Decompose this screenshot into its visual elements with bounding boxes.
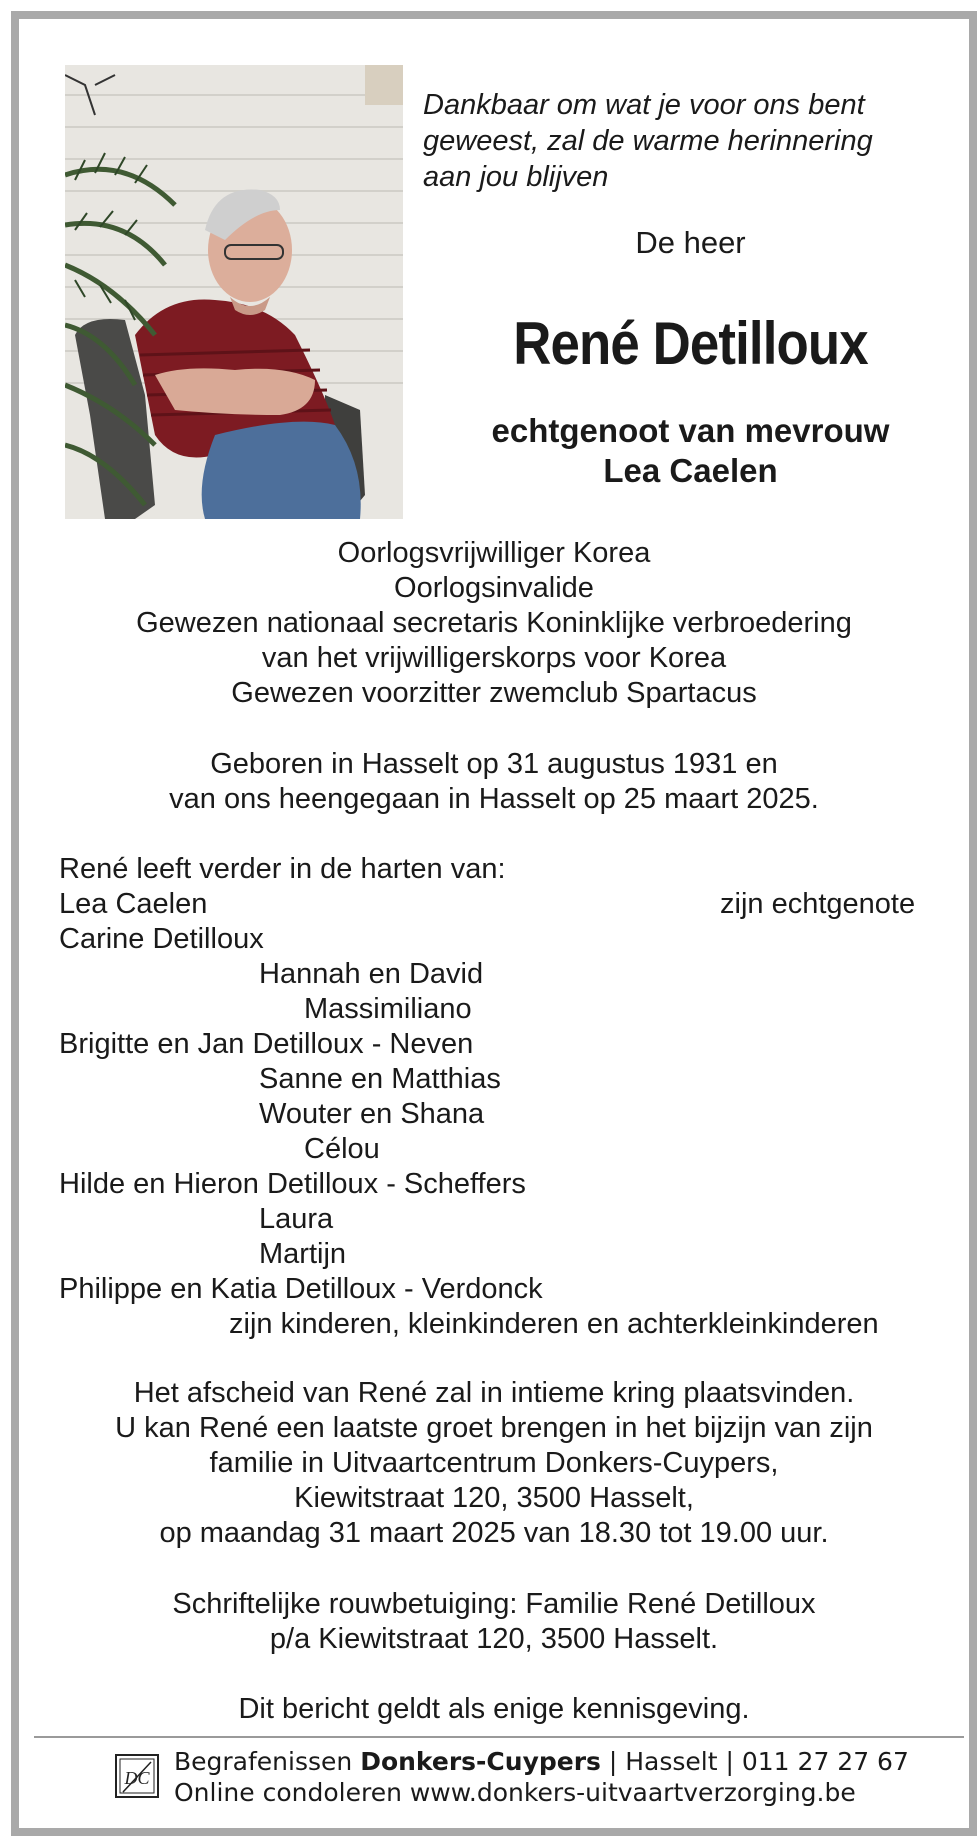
- role-line: Oorlogsvrijwilliger Korea: [337, 537, 651, 569]
- quote-line: aan jou blijven: [423, 161, 609, 193]
- notice-line: Dit bericht geldt als enige kennisgeving.: [238, 1693, 750, 1725]
- deceased-name: René Detilloux: [513, 310, 868, 377]
- footer-contact-line: [174, 1746, 909, 1777]
- family-member: Massimiliano: [304, 993, 472, 1025]
- honorific: De heer: [635, 225, 746, 260]
- spouse-relation: zijn echtgenote: [720, 888, 916, 920]
- family-closing: zijn kinderen, kleinkinderen en achterkleinkinderen: [229, 1308, 879, 1340]
- quote-line: geweest, zal de warme herinnering: [423, 125, 873, 157]
- spouse-line: Lea Caelen: [603, 452, 778, 489]
- family-member: Carine Detilloux: [59, 923, 264, 955]
- portrait-photo: [65, 65, 403, 519]
- role-line: van het vrijwilligerskorps voor Korea: [261, 642, 727, 674]
- family-member: Philippe en Katia Detilloux - Verdonck: [59, 1273, 543, 1305]
- condolence-block: [19, 1587, 969, 1657]
- family-member: Célou: [304, 1133, 380, 1165]
- family-member: Laura: [259, 1203, 334, 1235]
- birth-death-block: [19, 747, 969, 817]
- family-member: Sanne en Matthias: [259, 1063, 501, 1095]
- footer-divider: [34, 1736, 964, 1738]
- birth-line: Geboren in Hasselt op 31 augustus 1931 en: [210, 748, 778, 780]
- spouse-line: echtgenoot van mevrouw: [491, 412, 890, 449]
- farewell-line: op maandag 31 maart 2025 van 18.30 tot 19.00 uur.: [159, 1517, 829, 1549]
- role-line: Gewezen voorzitter zwemclub Spartacus: [231, 677, 757, 709]
- footer-suffix: | Hasselt | 011 27 27 67: [600, 1747, 909, 1776]
- family-member: Wouter en Shana: [259, 1098, 485, 1130]
- footer-prefix: Begrafenissen: [174, 1747, 361, 1776]
- family-member: Hannah en David: [259, 958, 484, 990]
- farewell-block: [19, 1376, 969, 1551]
- family-intro: René leeft verder in de harten van:: [59, 853, 506, 885]
- funeral-home-footer: [174, 1746, 909, 1808]
- footer-company: Donkers-Cuypers: [360, 1747, 601, 1776]
- family-member: Hilde en Hieron Detilloux - Scheffers: [59, 1168, 526, 1200]
- farewell-line: U kan René een laatste groet brengen in het bijzijn van zijn: [115, 1412, 873, 1444]
- role-line: Oorlogsinvalide: [394, 572, 594, 604]
- roles-block: [19, 536, 969, 711]
- memorial-quote: [423, 87, 943, 195]
- farewell-line: Het afscheid van René zal in intieme kring plaatsvinden.: [133, 1377, 855, 1409]
- farewell-line: Kiewitstraat 120, 3500 Hasselt,: [294, 1482, 694, 1514]
- farewell-line: familie in Uitvaartcentrum Donkers-Cuypers,: [209, 1447, 779, 1479]
- funeral-home-logo: [115, 1754, 159, 1798]
- condolence-line: p/a Kiewitstraat 120, 3500 Hasselt.: [269, 1623, 719, 1655]
- logo-text: DC: [124, 1768, 150, 1788]
- quote-line: Dankbaar om wat je voor ons bent: [423, 89, 865, 121]
- family-member: Brigitte en Jan Detilloux - Neven: [59, 1028, 474, 1060]
- notice-frame: [11, 11, 977, 1836]
- spouse-block: [423, 411, 958, 491]
- portrait-illustration: [65, 65, 403, 519]
- role-line: Gewezen nationaal secretaris Koninklijke verbroedering: [136, 607, 852, 639]
- condolence-line: Schriftelijke rouwbetuiging: Familie René Detilloux: [172, 1588, 816, 1620]
- death-line: van ons heengegaan in Hasselt op 25 maart 2025.: [169, 783, 819, 815]
- family-member: Martijn: [259, 1238, 347, 1270]
- spouse-name: Lea Caelen: [59, 888, 208, 920]
- footer-online-line[interactable]: Online condoleren www.donkers-uitvaartverzorging.be: [174, 1778, 856, 1807]
